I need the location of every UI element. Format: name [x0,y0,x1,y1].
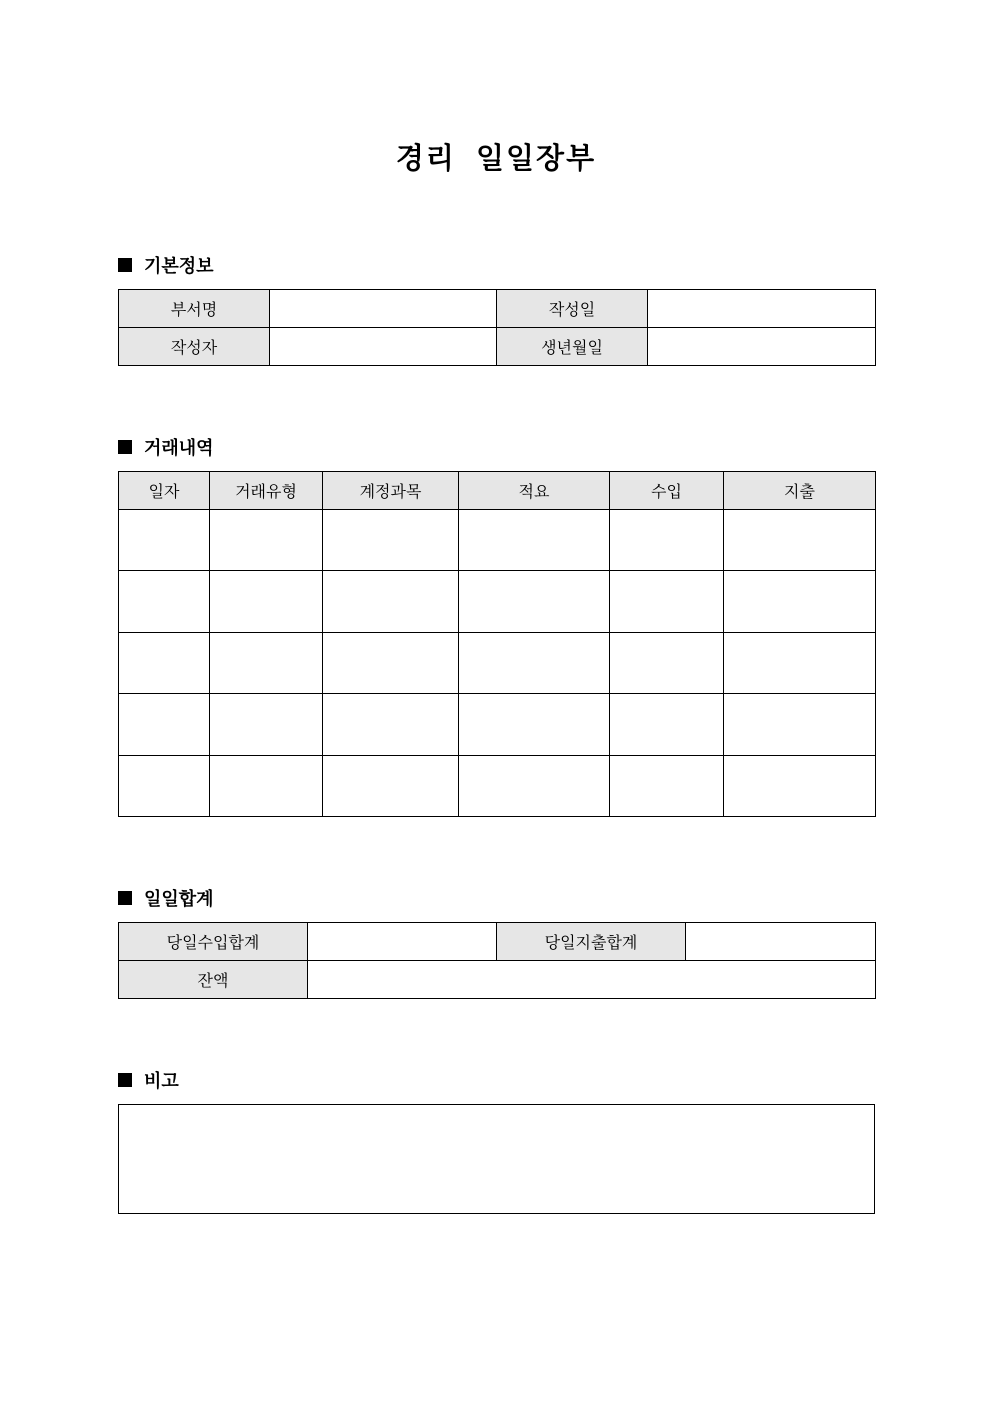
section-title: 거래내역 [144,438,214,459]
daily-total-table [118,922,876,999]
header-type: 거래유형 [210,472,323,510]
balance-field[interactable] [308,961,876,999]
cell-income[interactable] [610,756,724,817]
cell-type[interactable] [210,694,323,756]
cell-expense[interactable] [724,571,876,633]
cell-account[interactable] [323,633,459,694]
income-total-field[interactable] [308,923,497,961]
expense-total-label: 당일지출합계 [497,923,686,961]
expense-total-field[interactable] [686,923,876,961]
cell-description[interactable] [459,633,610,694]
section-heading-transactions [118,435,214,459]
table-row [119,633,876,694]
section-title: 기본정보 [144,256,214,277]
section-heading-basic-info [118,253,214,277]
cell-description[interactable] [459,756,610,817]
header-account: 계정과목 [323,472,459,510]
document-title: 경리 일일장부 [395,141,597,175]
basic-info-table [118,289,876,366]
cell-account[interactable] [323,510,459,571]
square-bullet-icon [118,258,132,272]
square-bullet-icon [118,891,132,905]
cell-income[interactable] [610,633,724,694]
cell-expense[interactable] [724,694,876,756]
author-field[interactable] [270,328,497,366]
cell-date[interactable] [119,571,210,633]
cell-description[interactable] [459,571,610,633]
header-date: 일자 [119,472,210,510]
cell-expense[interactable] [724,510,876,571]
cell-type[interactable] [210,571,323,633]
cell-description[interactable] [459,694,610,756]
table-row [119,571,876,633]
cell-account[interactable] [323,756,459,817]
birth-label: 생년월일 [497,328,648,366]
cell-expense[interactable] [724,633,876,694]
transactions-table [118,471,876,817]
cell-income[interactable] [610,571,724,633]
header-description: 적요 [459,472,610,510]
table-row [119,694,876,756]
cell-type[interactable] [210,756,323,817]
balance-label: 잔액 [119,961,308,999]
square-bullet-icon [118,440,132,454]
date-field[interactable] [648,290,876,328]
cell-income[interactable] [610,510,724,571]
table-row [119,756,876,817]
header-expense: 지출 [724,472,876,510]
cell-income[interactable] [610,694,724,756]
dept-field[interactable] [270,290,497,328]
cell-description[interactable] [459,510,610,571]
section-title: 비고 [144,1071,179,1092]
remarks-box[interactable] [118,1104,875,1214]
cell-account[interactable] [323,694,459,756]
author-label: 작성자 [119,328,270,366]
cell-type[interactable] [210,510,323,571]
table-row [119,510,876,571]
cell-date[interactable] [119,510,210,571]
dept-label: 부서명 [119,290,270,328]
header-income: 수입 [610,472,724,510]
cell-date[interactable] [119,694,210,756]
cell-account[interactable] [323,571,459,633]
table-header-row [119,472,876,510]
section-heading-remarks [118,1068,179,1092]
cell-type[interactable] [210,633,323,694]
cell-date[interactable] [119,756,210,817]
cell-expense[interactable] [724,756,876,817]
birth-field[interactable] [648,328,876,366]
square-bullet-icon [118,1073,132,1087]
section-heading-daily-total [118,886,214,910]
date-label: 작성일 [497,290,648,328]
section-title: 일일합계 [144,889,214,910]
cell-date[interactable] [119,633,210,694]
income-total-label: 당일수입합계 [119,923,308,961]
